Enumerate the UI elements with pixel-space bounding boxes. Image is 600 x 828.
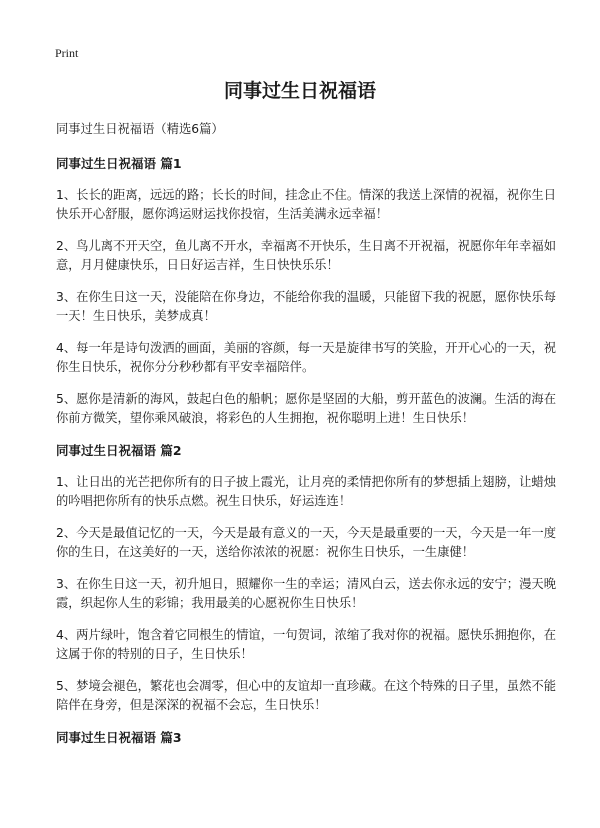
document-subtitle: 同事过生日祝福语（精选6篇） bbox=[56, 122, 224, 136]
section-heading-3: 同事过生日祝福语 篇3 bbox=[56, 730, 182, 745]
wish-paragraph: 2、鸟儿离不开天空，鱼儿离不开水，幸福离不开快乐，生日离不开祝福，祝愿你年年幸福如意，月月健康快乐，日日好运吉祥，生日快快乐乐！ bbox=[56, 239, 556, 272]
wish-paragraph: 4、两片绿叶，饱含着它同根生的情谊，一句贺词，浓缩了我对你的祝福。愿快乐拥抱你，在这属于你的特别的日子，生日快乐！ bbox=[56, 628, 556, 661]
document-body bbox=[56, 120, 556, 760]
wish-paragraph: 4、每一年是诗句泼洒的画面，美丽的容颜，每一天是旋律书写的笑脸，开开心心的一天，祝你生日快乐，祝你分分秒秒都有平安幸福陪伴。 bbox=[56, 341, 556, 374]
section-heading-2: 同事过生日祝福语 篇2 bbox=[56, 443, 182, 458]
wish-paragraph: 1、让日出的光芒把你所有的日子披上霞光，让月亮的柔情把你所有的梦想插上翅膀，让蜡烛的吟唱把你所有的快乐点燃。祝生日快乐，好运连连！ bbox=[56, 475, 556, 508]
section-heading-1: 同事过生日祝福语 篇1 bbox=[56, 156, 182, 171]
document-title: 同事过生日祝福语 bbox=[223, 80, 376, 102]
wish-paragraph: 2、今天是最值记忆的一天，今天是最有意义的一天，今天是最重要的一天，今天是一年一度你的生日，在这美好的一天，送给你浓浓的祝愿：祝你生日快乐，一生康健！ bbox=[56, 526, 556, 559]
wish-paragraph: 5、愿你是清新的海风，鼓起白色的船帆；愿你是坚固的大船，剪开蓝色的波澜。生活的海在你前方微笑，望你乘风破浪，将彩色的人生拥抱，祝你聪明上进！生日快乐！ bbox=[56, 392, 556, 425]
wish-paragraph: 3、在你生日这一天，没能陪在你身边，不能给你我的温暖，只能留下我的祝愿，愿你快乐每一天！生日快乐，美梦成真！ bbox=[56, 290, 556, 323]
wish-paragraph: 5、梦境会褪色，繁花也会凋零，但心中的友谊却一直珍藏。在这个特殊的日子里，虽然不能陪伴在身旁，但是深深的祝福不会忘，生日快乐！ bbox=[56, 679, 556, 712]
wish-paragraph: 1、长长的距离，远远的路；长长的时间，挂念止不住。情深的我送上深情的祝福，祝你生日快乐开心舒服，愿你鸿运财运找你投宿，生活美满永远幸福！ bbox=[56, 188, 556, 221]
wish-paragraph: 3、在你生日这一天，初升旭日，照耀你一生的幸运；清风白云，送去你永远的安宁；漫天晚霞，织起你人生的彩锦；我用最美的心愿祝你生日快乐！ bbox=[56, 577, 556, 610]
print-link[interactable]: Print bbox=[55, 46, 79, 60]
